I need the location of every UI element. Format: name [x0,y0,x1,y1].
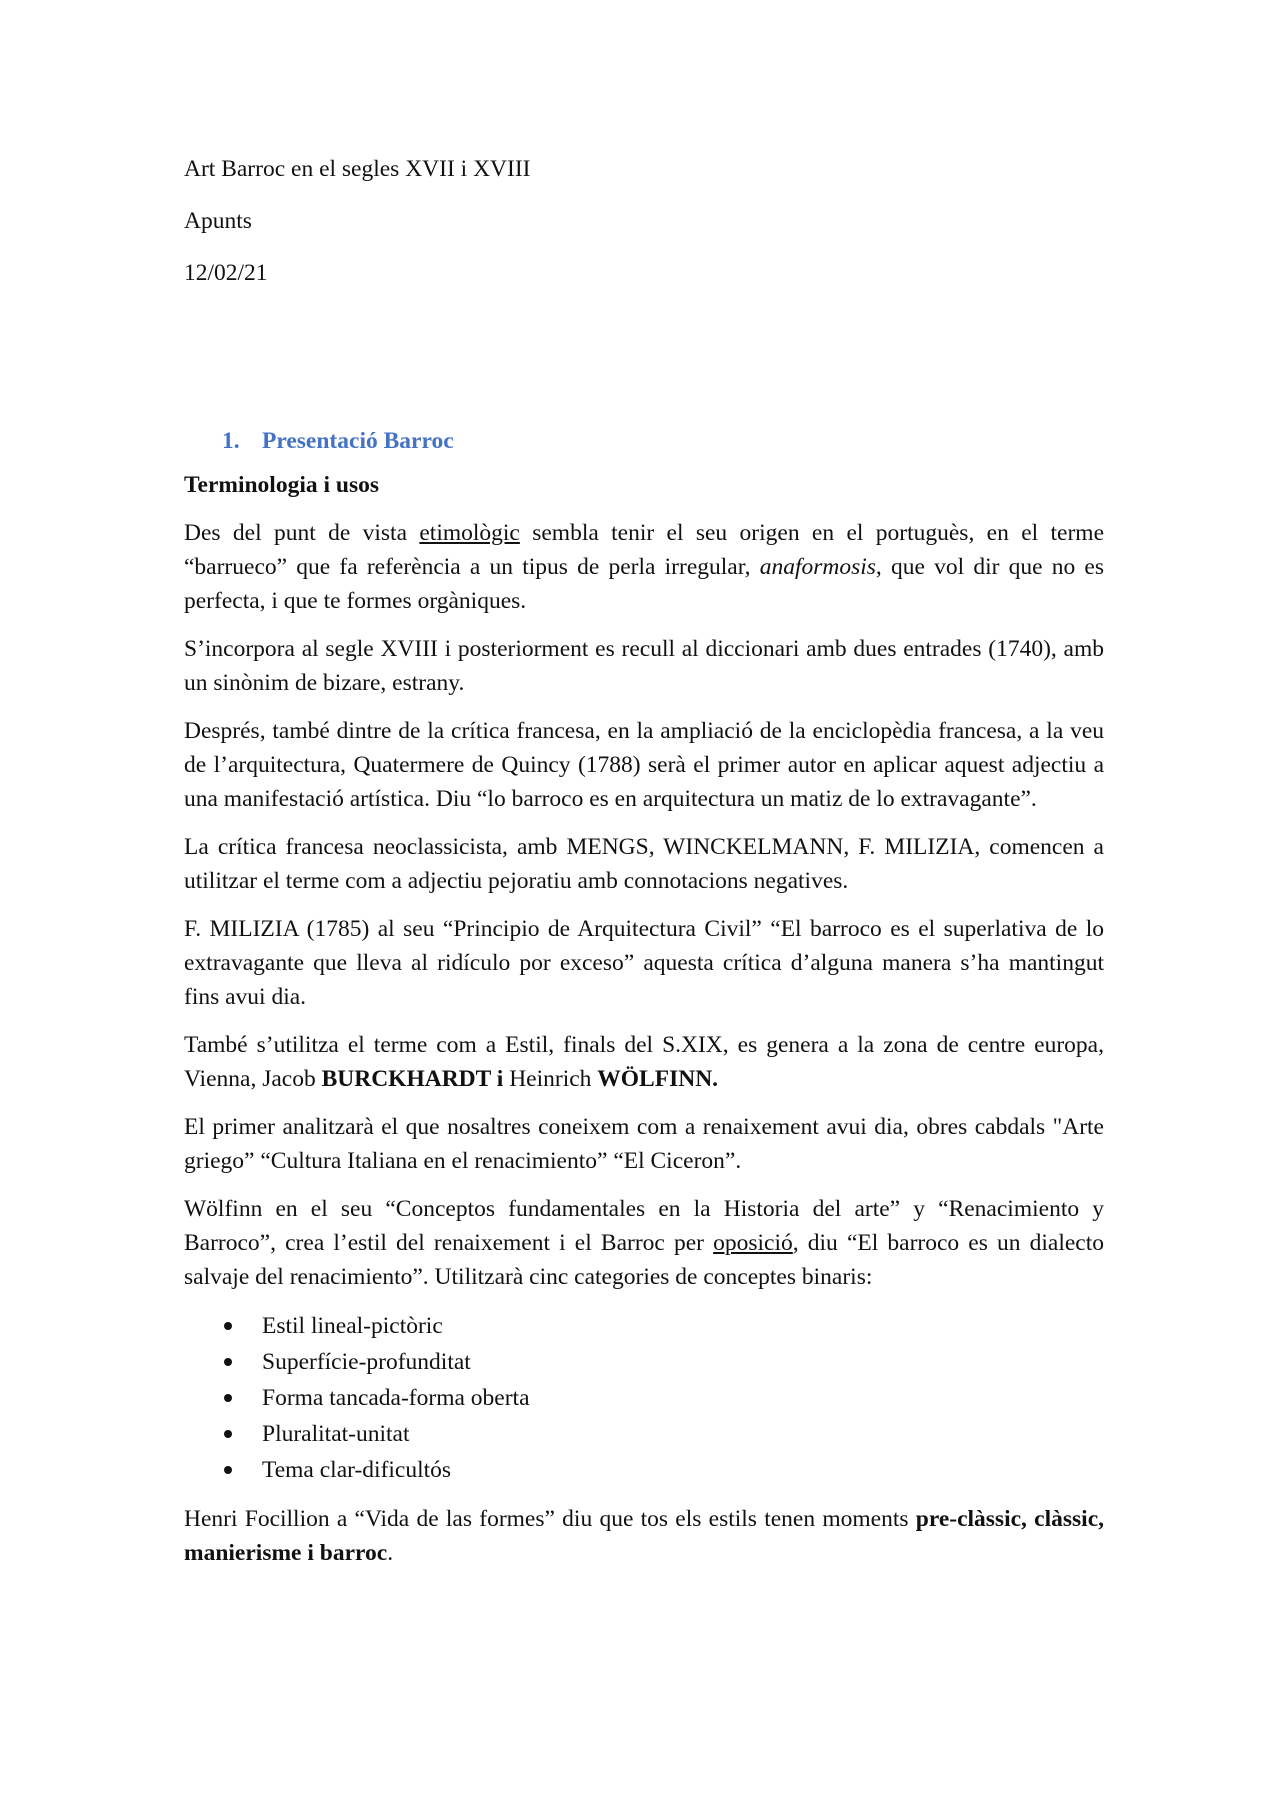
bullet-list [184,1308,1104,1488]
document-body [184,152,1104,1584]
paragraph-dictionary: S’incorpora al segle XVIII i posteriorment es recull al diccionari amb dues entrades (1740), amb un sinònim de bizare, estrany. [184,636,1104,696]
text-run: , que vol dir que no es perfecta, i que te formes orgàniques. [184,554,1104,614]
list-item [224,1416,1104,1452]
paragraph-neoclassicist: La crítica francesa neoclassicista, amb MENGS, WINCKELMANN, F. MILIZIA, comencen a utilitzar el terme com a adjectiu pejoratiu amb connotacions negatives. [184,834,1104,894]
document-title: Art Barroc en el segles XVII i XVIII [184,156,531,182]
text-run: Des del punt de vista [184,520,420,546]
underlined-term: oposició [713,1230,793,1256]
paragraph-milizia: F. MILIZIA (1785) al seu “Principio de Arquitectura Civil” “El barroco es el superlativa de lo extravagante que lleva al ridículo por exceso” aquesta crítica d’alguna manera s’ha mantingut fins avui dia. [184,916,1104,1010]
bullet-icon [224,1466,232,1474]
bold-term: pre-clàssic, clàssic, manierisme i barroc [184,1506,1104,1566]
list-item-text: Forma tancada-forma oberta [262,1385,530,1411]
bullet-icon [224,1394,232,1402]
list-item-text: Tema clar-dificultós [262,1457,452,1483]
text-run: També s’utilitza el terme com a Estil, finals del S.XIX, es genera a la zona de centre europa, Vienna, Jacob [184,1032,1104,1092]
section-number: 1. [222,428,240,454]
paragraph-style [184,1028,1104,1096]
spacer [184,308,1104,424]
text-run: Henri Focillion a “Vida de las formes” diu que tos els estils tenen moments [184,1506,916,1532]
section-heading [222,424,1104,458]
list-item [224,1452,1104,1488]
list-item [224,1308,1104,1344]
underlined-term: etimològic [419,520,520,546]
bold-term: WÖLFINN. [597,1066,719,1092]
document-date: 12/02/21 [184,260,268,286]
paragraph-focillion [184,1502,1104,1570]
paragraph-renaissance: El primer analitzarà el que nosaltres coneixem com a renaixement avui dia, obres cabdals "Arte griego” “Cultura Italiana en el renacimiento” “El Ciceron”. [184,1114,1104,1174]
text-run: Heinrich [503,1066,598,1092]
italic-term: anaformosis [759,554,876,580]
paragraph-wolfinn [184,1192,1104,1294]
list-item-text: Superfície-profunditat [262,1349,471,1375]
list-item-text: Estil lineal-pictòric [262,1313,443,1339]
bullet-icon [224,1322,232,1330]
document-subtitle: Apunts [184,208,252,234]
list-item [224,1380,1104,1416]
text-run: Wölfinn en el seu “Conceptos fundamentales en la Historia del arte” y “Renacimiento y Barroco”, crea l’estil del renaixement i el Barroc per [184,1196,1104,1256]
subheading: Terminologia i usos [184,472,379,498]
paragraph-french-criticism: Després, també dintre de la crítica francesa, en la ampliació de la enciclopèdia francesa, a la veu de l’arquitectura, Quatermere de Quincy (1788) serà el primer autor en aplicar aquest adjectiu a una manifestació artística. Diu “lo barroco es en arquitectura un matiz de lo extravagante”. [184,718,1104,812]
bold-term: BURCKHARDT i [321,1066,504,1092]
text-run: . [387,1540,394,1566]
bullet-icon [224,1430,232,1438]
text-run: sembla tenir el seu origen en el portuguès, en el terme “barrueco” que fa referència a un tipus de perla irregular, [184,520,1104,580]
paragraph-etymology [184,516,1104,618]
list-item-text: Pluralitat-unitat [262,1421,410,1447]
section-title: Presentació Barroc [262,428,454,454]
bullet-icon [224,1358,232,1366]
list-item [224,1344,1104,1380]
text-run: , diu “El barroco es un dialecto salvaje del renacimiento”. Utilitzarà cinc categories de conceptes binaris: [184,1230,1105,1290]
